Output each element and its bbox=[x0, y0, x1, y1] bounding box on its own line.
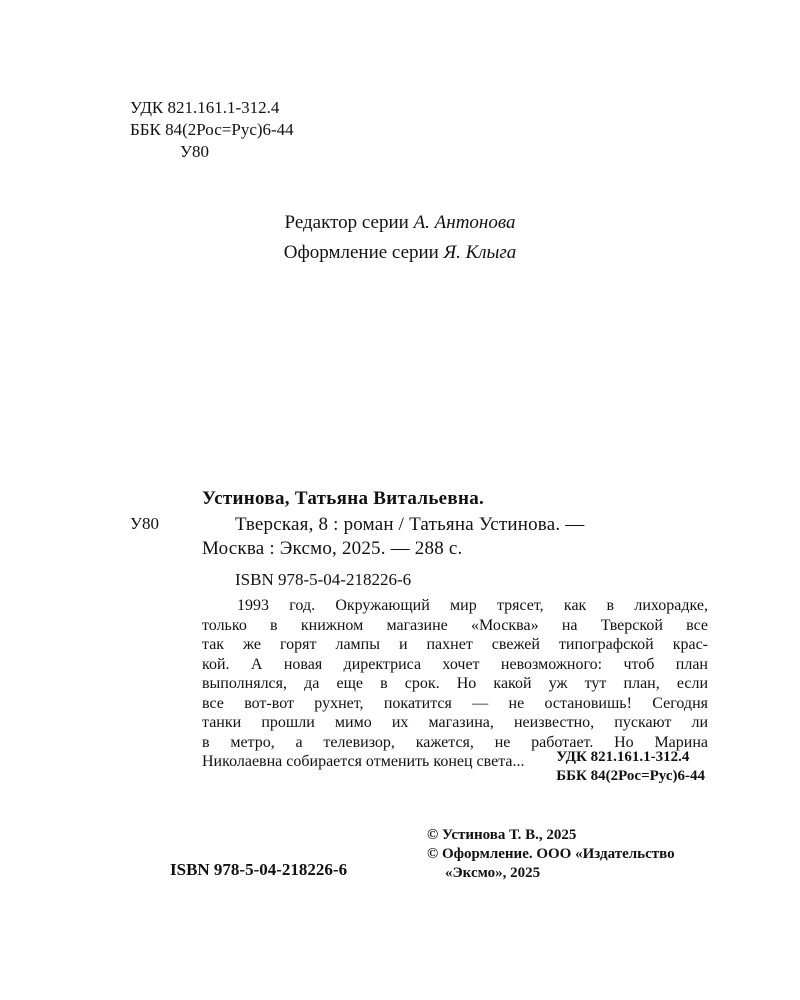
annotation-line: танки прошли мимо их магазина, неизвестно, пускают ли bbox=[202, 714, 708, 731]
record-title-line: Тверская, 8 : роман / Татьяна Устинова. — bbox=[235, 514, 585, 535]
series-design-credit bbox=[0, 242, 800, 264]
record-author: Устинова, Татьяна Витальевна. bbox=[202, 488, 485, 509]
annotation-line: выполнялся, да еще в срок. Но какой уж тут план, если bbox=[202, 675, 708, 692]
cutter-code: У80 bbox=[180, 142, 210, 161]
annotation-line: в метро, а телевизор, кажется, не работает. Но Марина bbox=[202, 733, 708, 751]
annotation-line: все вот-вот рухнет, покатится — не остановишь! Сегодня bbox=[202, 694, 708, 712]
bbk-code-bottom: ББК 84(2Рос=Рус)6-44 bbox=[556, 768, 705, 784]
annotation bbox=[202, 596, 708, 772]
record-isbn: ISBN 978-5-04-218226-6 bbox=[235, 570, 412, 589]
isbn-bottom: ISBN 978-5-04-218226-6 bbox=[170, 860, 348, 879]
series-editor-credit bbox=[0, 212, 800, 234]
copyright-notice bbox=[427, 826, 675, 883]
annotation-line: так же горят лампы и пахнет свежей типографской крас- bbox=[202, 636, 708, 653]
bbk-code: ББК 84(2Рос=Рус)6-44 bbox=[130, 120, 294, 139]
udk-code: УДК 821.161.1-312.4 bbox=[130, 98, 280, 117]
copyright-publisher: «Эксмо», 2025 bbox=[445, 865, 541, 881]
copyright-author: © Устинова Т. В., 2025 bbox=[427, 827, 577, 843]
series-editor-label: Редактор серии bbox=[284, 212, 409, 233]
annotation-line: кой. А новая директриса хочет невозможного: чтоб план bbox=[202, 655, 708, 673]
annotation-line: только в книжном магазине «Москва» на Тверской все bbox=[202, 616, 708, 634]
classification-codes-top bbox=[130, 97, 294, 163]
series-design-name: Я. Клыга bbox=[443, 242, 517, 263]
bibliographic-description bbox=[202, 513, 584, 561]
record-imprint-line: Москва : Эксмо, 2025. — 288 с. bbox=[202, 538, 463, 559]
record-cutter: У80 bbox=[130, 514, 160, 533]
series-editor-name: А. Антонова bbox=[413, 212, 516, 233]
annotation-line: 1993 год. Окружающий мир трясет, как в лихорадке, bbox=[237, 597, 708, 614]
annotation-line: Николаевна собирается отменить конец света... bbox=[202, 753, 525, 770]
classification-codes-bottom bbox=[556, 748, 705, 786]
series-design-label: Оформление серии bbox=[283, 242, 439, 263]
copyright-design: © Оформление. ООО «Издательство bbox=[427, 846, 675, 862]
udk-code-bottom: УДК 821.161.1-312.4 bbox=[556, 749, 690, 765]
